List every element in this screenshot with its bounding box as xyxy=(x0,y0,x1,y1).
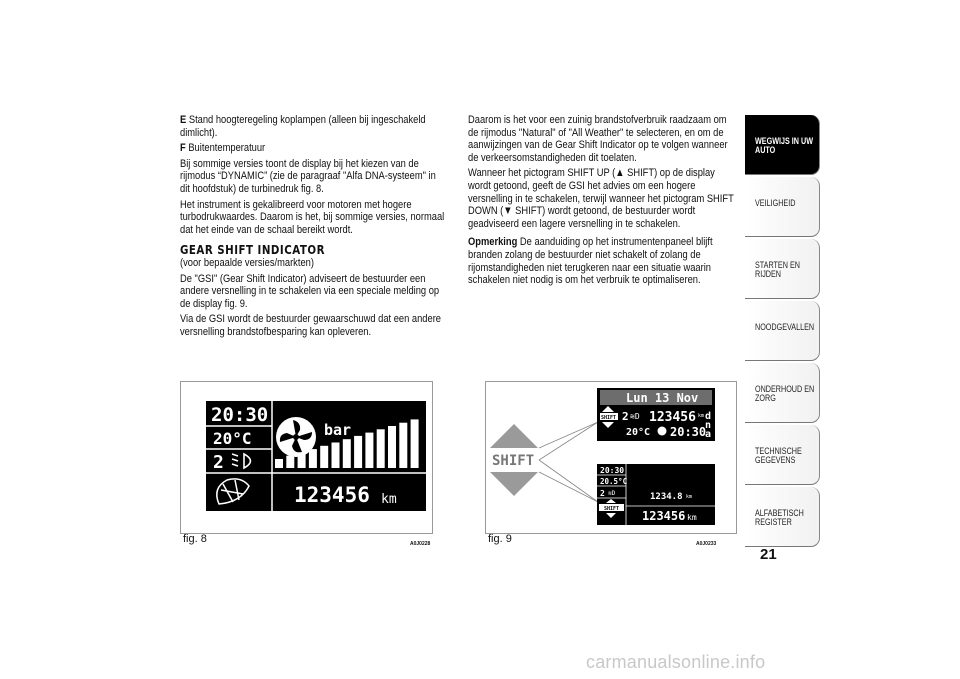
item-f-key: F xyxy=(180,142,186,155)
triangle-up-icon: ▲ xyxy=(615,167,625,180)
gsi-display-top xyxy=(597,388,715,441)
svg-text:20:30: 20:30 xyxy=(600,466,625,475)
item-e-text: Stand hoogteregeling koplampen (alleen bij ingeschakeld dimlicht). xyxy=(180,114,426,139)
svg-text:km: km xyxy=(686,494,693,500)
svg-text:123456: 123456 xyxy=(649,410,696,425)
sidebar-tab-2[interactable] xyxy=(745,177,820,237)
figure-9-code: A0J0233 xyxy=(696,541,717,547)
svg-text:SHIFT: SHIFT xyxy=(601,415,617,421)
watermark: carmanualsonline.info xyxy=(586,652,766,672)
paragraph-shift: Wanneer het pictogram SHIFT UP (▲ SHIFT) op de display wordt getoond, geeft de GSI het advies om een hogere versnelling in te schakelen, terwijl wanneer het pictogram SHIFT DOWN (▼ SHIFT) wordt getoond, de bestuurder wordt geadviseerd een lagere versnelling in te schakelen. xyxy=(468,167,734,230)
svg-text:a: a xyxy=(705,429,712,440)
sidebar-tab-5[interactable] xyxy=(745,363,820,423)
turbo-bar xyxy=(411,419,419,468)
figure-9-caption: fig. 9 xyxy=(488,533,512,545)
figure-9 xyxy=(485,381,737,534)
shift-label-large: SHIFT xyxy=(492,453,535,469)
svg-text:km: km xyxy=(687,513,697,522)
odometer-readout: 123456 xyxy=(294,483,370,507)
turbo-bar xyxy=(286,456,294,468)
date-readout: Lun 13 Nov xyxy=(626,391,699,405)
shift-down-arrow-icon xyxy=(490,472,538,496)
paragraph: Daarom is het voor een zuinig brandstofverbruik raadzaam om de rijmodus "Natural" of "All Weather" te selecteren, en om de aanwijzingen van de Gear Shift Indicator op te volgen wanneer de verkeersomstandigheden dit toelaten. xyxy=(468,114,728,164)
gear-readout: 2 xyxy=(213,452,224,473)
sidebar-tab-label: STARTEN EN RIJDEN xyxy=(755,260,800,279)
odometer-unit: km xyxy=(381,492,397,507)
pressure-unit: bar xyxy=(324,421,352,439)
shift-up-arrow-icon xyxy=(490,424,538,448)
turbo-bar xyxy=(377,429,385,468)
svg-text:20.5°C: 20.5°C xyxy=(600,477,628,486)
svg-text:2: 2 xyxy=(600,489,605,498)
figure-8-code: A0J0228 xyxy=(410,541,431,547)
svg-text:km: km xyxy=(698,413,705,419)
sidebar-tab-4[interactable] xyxy=(745,301,820,361)
sidebar-tab-6[interactable] xyxy=(745,425,820,485)
turbo-bar xyxy=(309,449,317,468)
turbo-display-illustration xyxy=(181,382,432,533)
section-heading: GEAR SHIFT INDICATOR xyxy=(180,242,325,258)
section-subheading: (voor bepaalde versies/markten) xyxy=(180,256,314,269)
sidebar-tab-3[interactable] xyxy=(745,239,820,299)
sidebar-tab-label: ALFABETISCH REGISTER xyxy=(755,508,804,527)
shift-indicator-large xyxy=(490,424,538,496)
item-e-key: E xyxy=(180,114,187,126)
turbo-bar xyxy=(275,459,283,468)
sidebar-tab-label: WEGWIJS IN UW AUTO xyxy=(755,136,813,155)
turbo-bar xyxy=(332,443,340,469)
svg-text:d: d xyxy=(705,411,712,422)
turbo-bar xyxy=(320,446,328,468)
sidebar-tab-label: ONDERHOUD EN ZORG xyxy=(755,384,815,403)
left-column xyxy=(180,114,446,342)
svg-text:n: n xyxy=(705,420,712,431)
page-number: 21 xyxy=(760,546,777,563)
sidebar-tab-1[interactable] xyxy=(745,115,820,175)
item-e xyxy=(180,114,446,139)
turbo-bar xyxy=(298,452,306,468)
headlight-level-icon: ≋D xyxy=(630,412,640,421)
turbo-bar xyxy=(399,423,407,468)
sidebar-tab-7[interactable] xyxy=(745,487,820,547)
paragraph: De "GSI" (Gear Shift Indicator) adviseert de bestuurder een andere versnelling in te schakelen via een speciale melding op de display fig. 9. xyxy=(180,272,440,310)
time-readout: 20:30 xyxy=(211,404,269,426)
svg-text:123456: 123456 xyxy=(642,509,686,523)
note-key: Opmerking xyxy=(468,236,518,249)
svg-text:2: 2 xyxy=(622,410,629,423)
figure-8-caption: fig. 8 xyxy=(183,533,207,545)
note xyxy=(468,236,739,286)
gsi-display-illustration xyxy=(486,382,736,533)
chapter-sidebar xyxy=(745,115,820,549)
item-f-text: Buitentemperatuur xyxy=(188,142,266,155)
note-text: De aanduiding op het instrumentenpaneel blijft branden zolang de bestuurder niet schakelt of zolang de rijomstandigheden niet terugkeren naar een situatie waarin schakelen niet nodig is om het verbruik te optimaliseren. xyxy=(468,236,713,287)
sidebar-tab-label: VEILIGHEID xyxy=(755,198,796,208)
svg-text:20°C: 20°C xyxy=(626,427,651,438)
turbo-bar xyxy=(365,433,373,468)
right-column xyxy=(468,114,739,290)
paragraph: Het instrument is gekalibreerd voor motoren met hogere turbodrukwaardes. Daarom is het, bij sommige versies, normaal dat het einde van de schaal bereikt wordt. xyxy=(180,198,445,236)
figure-8 xyxy=(180,381,433,534)
turbo-bar xyxy=(354,436,362,468)
turbo-bar xyxy=(343,439,351,468)
sidebar-tab-label: NOODGEVALLEN xyxy=(755,322,815,332)
clock-icon xyxy=(658,427,667,436)
svg-text:20:30: 20:30 xyxy=(670,425,707,439)
triangle-down-icon: ▼ xyxy=(503,205,513,218)
svg-text:1234.8: 1234.8 xyxy=(650,492,683,502)
paragraph: Bij sommige versies toont de display bij het kiezen van de rijmodus “DYNAMIC” (zie de paragraaf "Alfa DNA-systeem" in dit hoofdstuk) de turbinedruk fig. 8. xyxy=(180,157,436,195)
item-f xyxy=(180,142,446,155)
paragraph: Via de GSI wordt de bestuurder gewaarschuwd dat een andere versnelling brandstofbesparing kan opleveren. xyxy=(180,313,442,338)
turbo-bar xyxy=(388,426,396,468)
gsi-display-bottom xyxy=(597,464,715,525)
svg-text:SHIFT: SHIFT xyxy=(604,506,620,512)
temp-readout: 20°C xyxy=(213,429,252,448)
headlight-level-icon: ≋D xyxy=(608,490,616,497)
sidebar-tab-label: TECHNISCHE GEGEVENS xyxy=(755,446,802,465)
